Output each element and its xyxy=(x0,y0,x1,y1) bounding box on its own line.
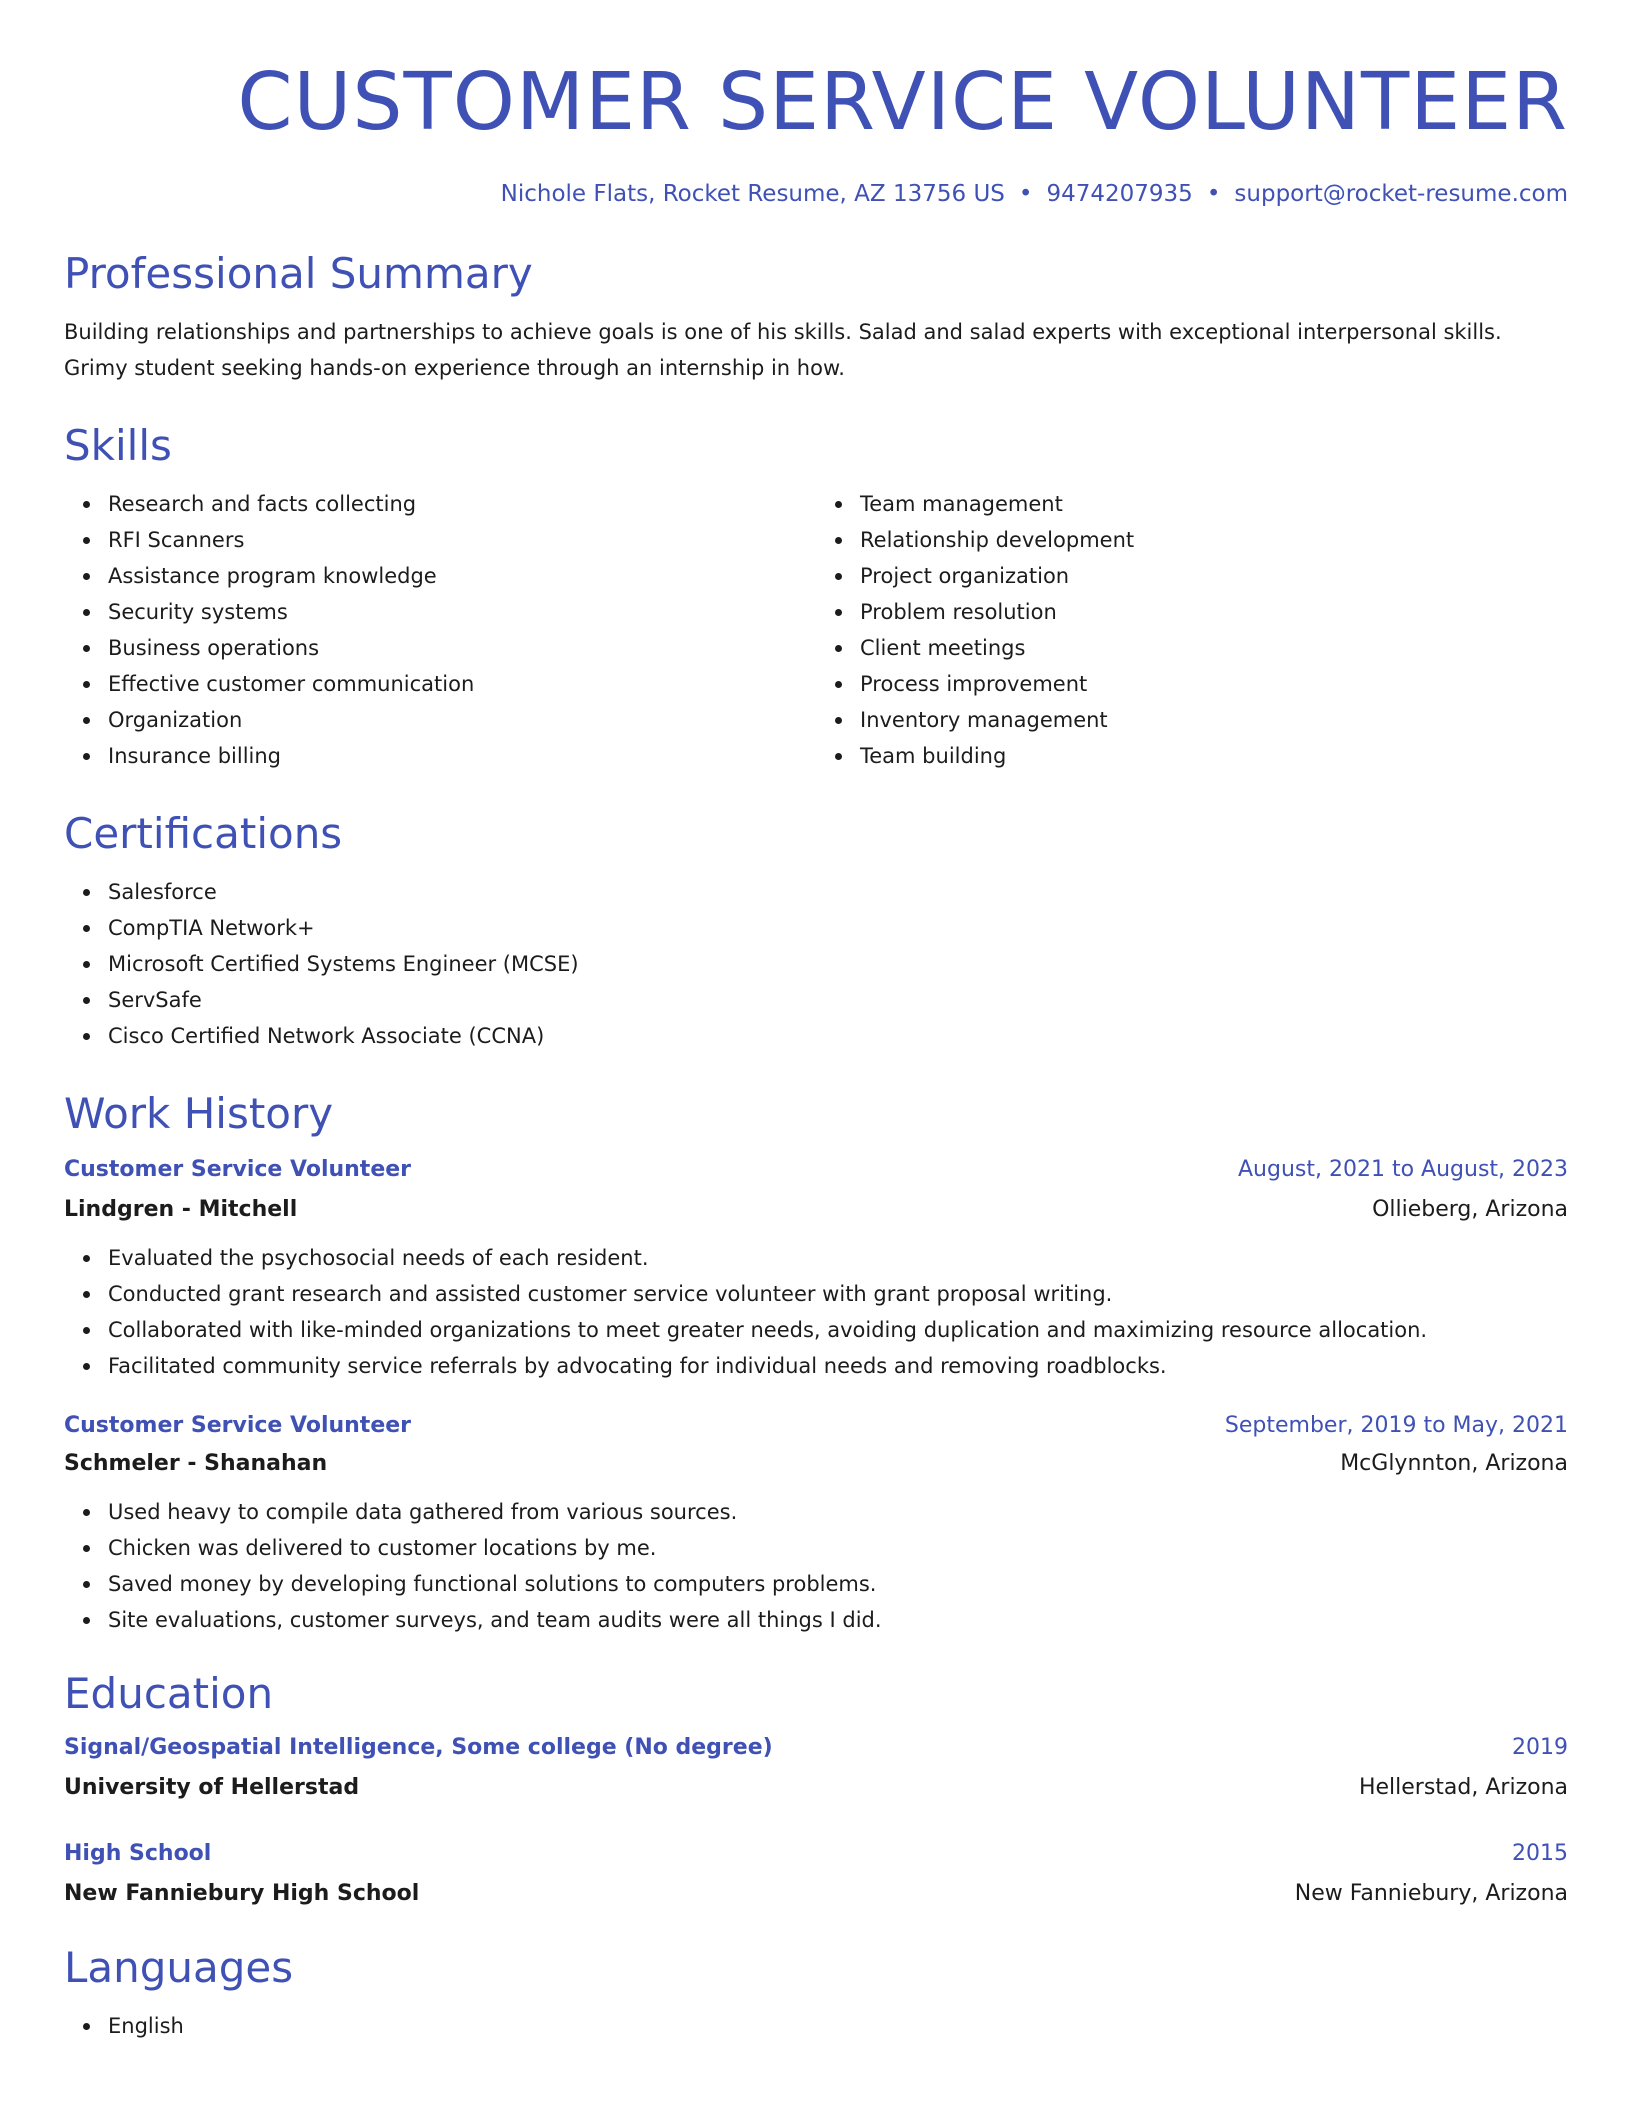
skill-item: RFI Scanners xyxy=(108,522,816,558)
education-school: New Fanniebury High School xyxy=(64,1881,420,1906)
education-degree: High School xyxy=(64,1841,212,1866)
certification-item: ServSafe xyxy=(108,982,1568,1018)
job-duty-item: Chicken was delivered to customer locations by me. xyxy=(108,1530,1568,1566)
languages-list xyxy=(64,2008,1568,2044)
job-duty-item: Evaluated the psychosocial needs of each resident. xyxy=(108,1240,1568,1276)
certifications-list xyxy=(64,874,1568,1054)
job-duty-item: Collaborated with like-minded organizations to meet greater needs, avoiding duplication and maximizing resource allocation. xyxy=(108,1312,1568,1348)
skill-item: Relationship development xyxy=(860,522,1568,558)
contact-address: Nichole Flats, Rocket Resume, AZ 13756 US xyxy=(500,181,1005,207)
skill-item: Research and facts collecting xyxy=(108,486,816,522)
education-school: University of Hellerstad xyxy=(64,1775,360,1800)
education-degree: Signal/Geospatial Intelligence, Some college (No degree) xyxy=(64,1735,773,1760)
education-entry xyxy=(64,1836,1568,1912)
skill-item: Assistance program knowledge xyxy=(108,558,816,594)
education-entry xyxy=(64,1730,1568,1806)
skill-item: Insurance billing xyxy=(108,738,816,774)
skill-item: Organization xyxy=(108,702,816,738)
certification-item: CompTIA Network+ xyxy=(108,910,1568,946)
job-entry xyxy=(64,1408,1568,1638)
education-location: Hellerstad, Arizona xyxy=(1358,1775,1568,1800)
skill-item: Client meetings xyxy=(860,630,1568,666)
work-history-heading: Work History xyxy=(64,1089,334,1138)
contact-separator: • xyxy=(1206,181,1221,207)
certifications-heading: Certifications xyxy=(64,809,343,858)
contact-email[interactable]: support@rocket-resume.com xyxy=(1234,181,1568,207)
contact-line xyxy=(64,178,1568,210)
education-year: 2015 xyxy=(1512,1841,1568,1866)
language-item: English xyxy=(108,2008,1568,2044)
skill-item: Inventory management xyxy=(860,702,1568,738)
certification-item: Microsoft Certified Systems Engineer (MCSE) xyxy=(108,946,1568,982)
job-duty-item: Facilitated community service referrals by advocating for individual needs and removing roadblocks. xyxy=(108,1348,1568,1384)
job-location: Ollieberg, Arizona xyxy=(1372,1197,1568,1222)
summary-text: Building relationships and partnerships to achieve goals is one of his skills. Salad and salad experts with exceptional interpersonal skills. Grimy student seeking hands-on experience through an internship in how. xyxy=(64,320,1502,380)
job-dates: August, 2021 to August, 2023 xyxy=(1238,1157,1568,1182)
contact-phone[interactable]: 9474207935 xyxy=(1046,181,1193,207)
job-duty-item: Used heavy to compile data gathered from various sources. xyxy=(108,1494,1568,1530)
job-employer: Lindgren - Mitchell xyxy=(64,1197,298,1222)
education-school-row xyxy=(64,1770,1568,1806)
job-duty-item: Conducted grant research and assisted customer service volunteer with grant proposal writing. xyxy=(108,1276,1568,1312)
job-duty-item: Saved money by developing functional solutions to computers problems. xyxy=(108,1566,1568,1602)
education-school-row xyxy=(64,1876,1568,1912)
job-location: McGlynnton, Arizona xyxy=(1340,1451,1568,1476)
skills-list-right xyxy=(816,486,1568,774)
contact-separator: • xyxy=(1018,181,1033,207)
job-duties-list xyxy=(64,1240,1568,1384)
job-title: Customer Service Volunteer xyxy=(64,1413,412,1438)
job-title-row xyxy=(64,1152,1568,1188)
skill-item: Effective customer communication xyxy=(108,666,816,702)
skill-item: Business operations xyxy=(108,630,816,666)
skill-item: Team management xyxy=(860,486,1568,522)
languages-heading: Languages xyxy=(64,1943,294,1992)
job-title-row xyxy=(64,1408,1568,1444)
education-degree-row xyxy=(64,1836,1568,1872)
skill-item: Security systems xyxy=(108,594,816,630)
education-heading: Education xyxy=(64,1669,274,1718)
skill-item: Process improvement xyxy=(860,666,1568,702)
education-location: New Fanniebury, Arizona xyxy=(1294,1881,1568,1906)
job-employer: Schmeler - Shanahan xyxy=(64,1451,328,1476)
summary-heading: Professional Summary xyxy=(64,249,533,298)
resume-title: CUSTOMER SERVICE VOLUNTEER xyxy=(237,56,1568,148)
job-title: Customer Service Volunteer xyxy=(64,1157,412,1182)
skill-item: Project organization xyxy=(860,558,1568,594)
certification-item: Cisco Certified Network Associate (CCNA) xyxy=(108,1018,1568,1054)
skills-list-left xyxy=(64,486,816,774)
job-duty-item: Site evaluations, customer surveys, and team audits were all things I did. xyxy=(108,1602,1568,1638)
education-year: 2019 xyxy=(1512,1735,1568,1760)
certification-item: Salesforce xyxy=(108,874,1568,910)
job-employer-row xyxy=(64,1446,1568,1482)
job-employer-row xyxy=(64,1192,1568,1228)
skills-heading: Skills xyxy=(64,421,172,470)
job-entry xyxy=(64,1152,1568,1384)
skill-item: Team building xyxy=(860,738,1568,774)
job-duties-list xyxy=(64,1494,1568,1638)
skill-item: Problem resolution xyxy=(860,594,1568,630)
job-dates: September, 2019 to May, 2021 xyxy=(1224,1413,1568,1438)
education-degree-row xyxy=(64,1730,1568,1766)
skills-grid xyxy=(64,486,1568,774)
